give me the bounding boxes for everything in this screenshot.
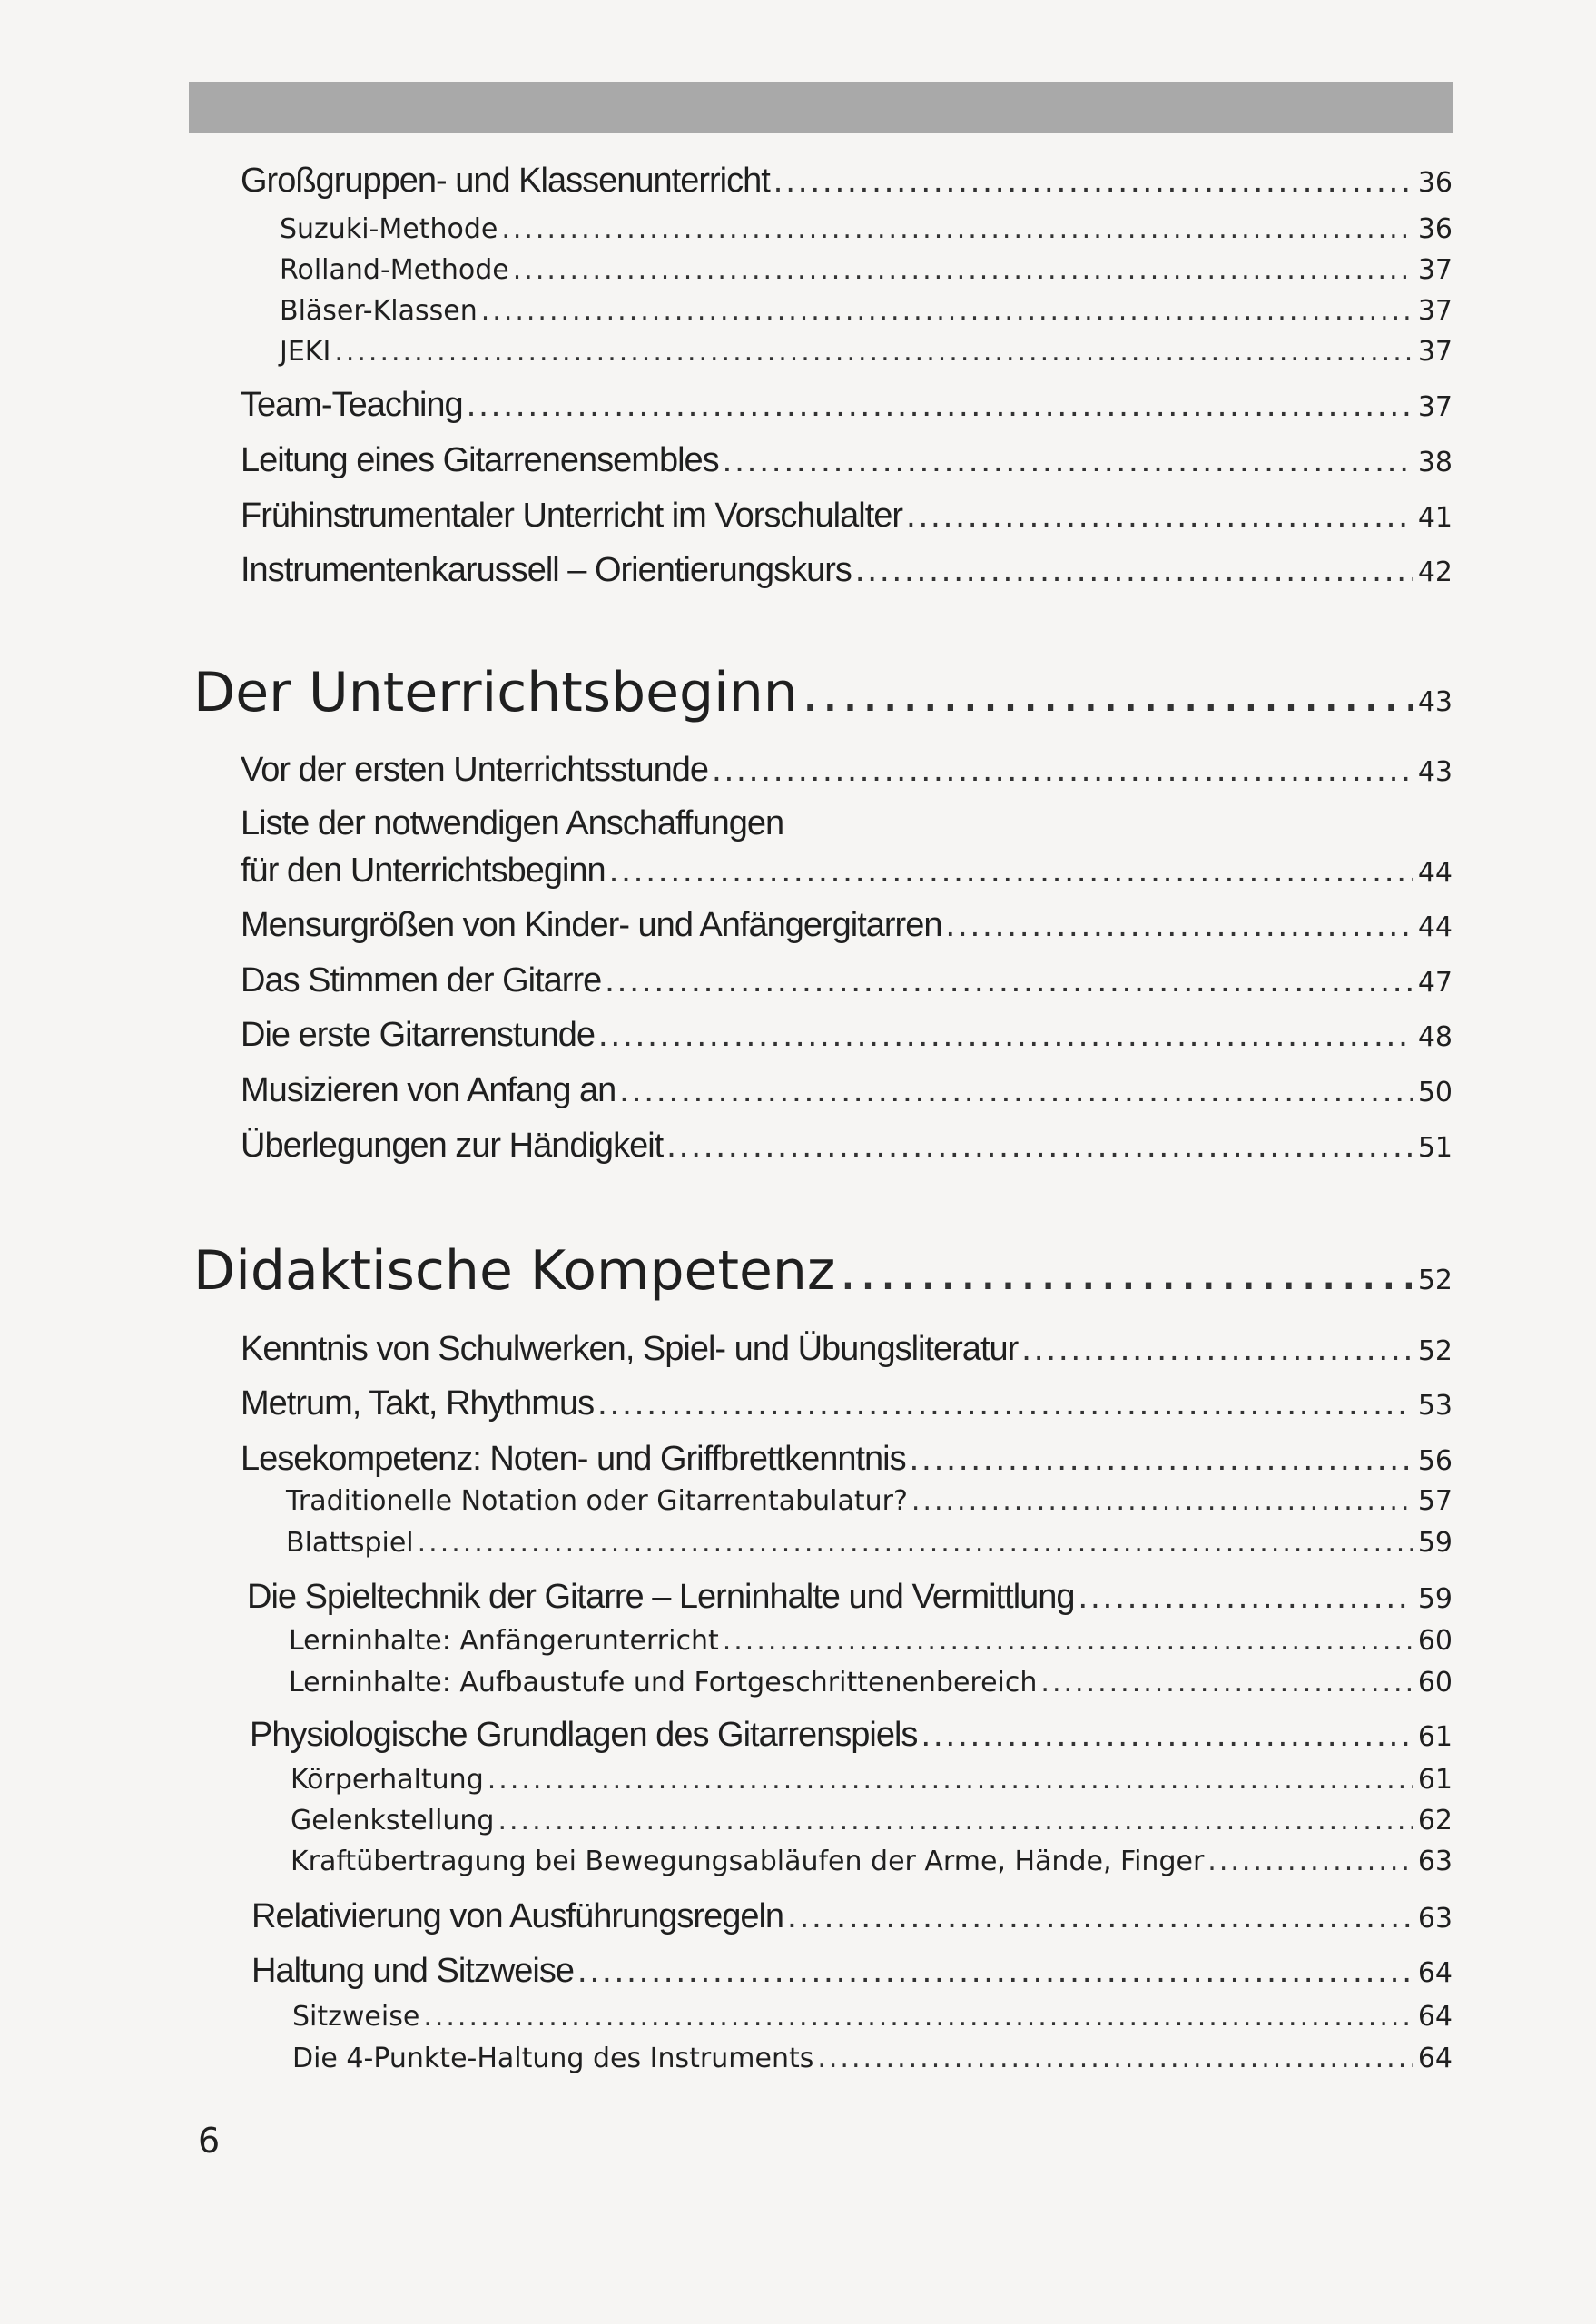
- leader-dots: [418, 1527, 1413, 1559]
- toc-subentry: [289, 1667, 1453, 1699]
- leader-dots: [1021, 1330, 1413, 1369]
- toc-entry-page: 42: [1417, 556, 1453, 588]
- chapter-title: Der Unterrichtsbeginn: [193, 661, 798, 724]
- toc-entry-title: Team-Teaching: [241, 386, 463, 424]
- toc-subentry: [280, 295, 1453, 327]
- toc-entry-title: Lerninhalte: Aufbaustufe und Fortgeschrittenenbereich: [289, 1667, 1038, 1699]
- toc-entry: [241, 386, 1453, 425]
- leader-dots: [488, 1764, 1413, 1796]
- toc-entry: [247, 1578, 1453, 1617]
- toc-subentry: [286, 1485, 1453, 1517]
- toc-entry-title: Kraftübertragung bei Bewegungsabläufen der Arme, Hände, Finger: [291, 1846, 1205, 1877]
- leader-dots: [597, 1384, 1413, 1423]
- leader-dots: [723, 1625, 1413, 1657]
- leader-dots: [513, 254, 1413, 286]
- toc-entry-page: 61: [1417, 1764, 1453, 1796]
- toc-entry-page: 57: [1417, 1485, 1453, 1517]
- leader-dots: [498, 1805, 1412, 1837]
- toc-entry-title: Großgruppen- und Klassenunterricht: [241, 162, 770, 200]
- toc-entry-page: 64: [1417, 2001, 1453, 2033]
- toc-entry-title: JEKI: [280, 336, 331, 368]
- toc-entry-title: Lerninhalte: Anfängerunterricht: [289, 1625, 719, 1657]
- leader-dots: [921, 1716, 1412, 1755]
- toc-subentry: [280, 213, 1453, 245]
- leader-dots: [501, 213, 1412, 245]
- toc-entry-page: 64: [1417, 1957, 1453, 1989]
- toc-entry-page: 63: [1417, 1903, 1453, 1935]
- toc-entry-page: 63: [1417, 1846, 1453, 1877]
- toc-entry-page: 36: [1417, 167, 1453, 199]
- toc-entry-title-line1: Liste der notwendigen Anschaffungen: [241, 804, 784, 842]
- toc-entry-page: 36: [1417, 213, 1453, 245]
- toc-entry-title: Rolland-Methode: [280, 254, 509, 286]
- toc-entry-title: Frühinstrumentaler Unterricht im Vorschulalter: [241, 497, 903, 535]
- toc-entry-page: 50: [1417, 1077, 1453, 1108]
- toc-entry-title: Suzuki-Methode: [280, 213, 498, 245]
- toc-entry-page: 59: [1417, 1527, 1453, 1559]
- toc-entry-title: Lesekompetenz: Noten- und Griffbrettkenntnis: [241, 1440, 906, 1478]
- toc-entry: [241, 1016, 1453, 1055]
- header-bar: [189, 82, 1453, 133]
- leader-dots: [467, 386, 1413, 425]
- toc-entry: [241, 906, 1453, 945]
- toc-subentry: [292, 2001, 1453, 2033]
- leader-dots: [773, 162, 1413, 201]
- chapter-page: 43: [1417, 686, 1453, 718]
- leader-dots: [787, 1897, 1413, 1936]
- toc-entry-title: Relativierung von Ausführungsregeln: [251, 1897, 784, 1935]
- toc-entry-title: Bläser-Klassen: [280, 295, 478, 327]
- toc-subentry: [292, 2043, 1453, 2074]
- toc-entry-page: 62: [1417, 1805, 1453, 1837]
- toc-entry-page: 37: [1417, 336, 1453, 368]
- toc-entry: [241, 961, 1453, 1000]
- toc-entry: [241, 751, 1453, 790]
- leader-dots: [605, 961, 1413, 1000]
- chapter-heading: [193, 1239, 1453, 1303]
- leader-dots: [666, 1127, 1413, 1166]
- toc-entry: [241, 441, 1453, 480]
- toc-subentry: [291, 1764, 1453, 1796]
- leader-dots: [609, 852, 1413, 891]
- toc-subentry: [291, 1846, 1453, 1877]
- leader-dots: [1040, 1667, 1412, 1699]
- toc-entry: [241, 1440, 1453, 1479]
- toc-entry-title: Instrumentenkarussell – Orientierungskurs: [241, 551, 852, 589]
- leader-dots: [619, 1071, 1413, 1110]
- page-number: 6: [198, 2121, 221, 2161]
- toc-entry-title: Leitung eines Gitarrenensembles: [241, 441, 719, 479]
- toc-entry-page: 44: [1417, 911, 1453, 943]
- toc-entry-page: 53: [1417, 1390, 1453, 1422]
- toc-subentry: [280, 336, 1453, 368]
- toc-entry-title: Überlegungen zur Händigkeit: [241, 1127, 664, 1165]
- toc-entry-title: Physiologische Grundlagen des Gitarrenspiels: [250, 1716, 918, 1754]
- leader-dots: [423, 2001, 1413, 2033]
- toc-entry-page: 37: [1417, 391, 1453, 423]
- toc-entry-title: Blattspiel: [286, 1527, 414, 1559]
- leader-dots: [723, 441, 1413, 480]
- leader-dots: [577, 1952, 1413, 1991]
- toc-entry-title: Traditionelle Notation oder Gitarrentabulatur?: [286, 1485, 908, 1517]
- toc-entry-title: Die Spieltechnik der Gitarre – Lerninhalte und Vermittlung: [247, 1578, 1075, 1616]
- toc-entry: [241, 1127, 1453, 1166]
- toc-entry: [241, 1071, 1453, 1110]
- toc-entry: [251, 1897, 1453, 1936]
- leader-dots: [945, 906, 1412, 945]
- leader-dots: [712, 751, 1413, 790]
- leader-dots: [911, 1485, 1413, 1517]
- toc-entry-page: 41: [1417, 502, 1453, 534]
- toc-subentry: [289, 1625, 1453, 1657]
- toc-entry-title: Das Stimmen der Gitarre: [241, 961, 602, 1000]
- toc-entry-page: 64: [1417, 2043, 1453, 2074]
- toc-entry-title: Körperhaltung: [291, 1764, 484, 1796]
- toc-entry-title: Vor der ersten Unterrichtsstunde: [241, 751, 709, 789]
- toc-entry-page: 51: [1417, 1132, 1453, 1164]
- toc-entry: [241, 551, 1453, 590]
- toc-entry-page: 59: [1417, 1583, 1453, 1615]
- leader-dots: [906, 497, 1413, 536]
- toc-entry: [250, 1716, 1453, 1755]
- toc-entry-title: Gelenkstellung: [291, 1805, 495, 1837]
- leader-dots: [1079, 1578, 1413, 1617]
- leader-dots: [334, 336, 1412, 368]
- toc-subentry: [280, 254, 1453, 286]
- toc-entry-page: 56: [1417, 1445, 1453, 1477]
- toc-entry-page: 44: [1417, 857, 1453, 889]
- toc-entry: [241, 1384, 1453, 1423]
- toc-entry-page: 37: [1417, 295, 1453, 327]
- leader-dots: [481, 295, 1413, 327]
- toc-entry-title: Die erste Gitarrenstunde: [241, 1016, 595, 1054]
- toc-entry-title: Mensurgrößen von Kinder- und Anfängergitarren: [241, 906, 942, 944]
- toc-subentry: [286, 1527, 1453, 1559]
- leader-dots: [910, 1440, 1413, 1479]
- toc-entry-title: Sitzweise: [292, 2001, 420, 2033]
- toc-entry-page: 61: [1417, 1721, 1453, 1753]
- toc-entry-title: Die 4-Punkte-Haltung des Instruments: [292, 2043, 814, 2074]
- toc-subentry: [291, 1805, 1453, 1837]
- toc-entry-title: Kenntnis von Schulwerken, Spiel- und Übungsliteratur: [241, 1330, 1019, 1368]
- toc-entry-page: 38: [1417, 447, 1453, 478]
- toc-entry: [251, 1952, 1453, 1991]
- toc-entry-title: Haltung und Sitzweise: [251, 1952, 574, 1990]
- toc-entry-page: 47: [1417, 967, 1453, 999]
- toc-entry-page: 60: [1417, 1625, 1453, 1657]
- chapter-heading: [193, 661, 1453, 724]
- chapter-title: Didaktische Kompetenz: [193, 1239, 836, 1303]
- leader-dots: [839, 1239, 1412, 1303]
- toc-entry: [241, 497, 1453, 536]
- chapter-page: 52: [1417, 1265, 1453, 1296]
- toc-entry-page: 60: [1417, 1667, 1453, 1699]
- leader-dots: [855, 551, 1413, 590]
- toc-entry: [241, 1330, 1453, 1369]
- toc-entry-page: 43: [1417, 756, 1453, 788]
- toc-entry-title: für den Unterrichtsbeginn: [241, 852, 606, 890]
- leader-dots: [802, 661, 1413, 724]
- leader-dots: [817, 2043, 1412, 2074]
- leader-dots: [598, 1016, 1413, 1055]
- toc-entry-page: 48: [1417, 1021, 1453, 1053]
- toc-entry-page: 52: [1417, 1335, 1453, 1367]
- toc-entry: [241, 852, 1453, 891]
- toc-entry: [241, 162, 1453, 201]
- toc-entry-page: 37: [1417, 254, 1453, 286]
- leader-dots: [1207, 1846, 1413, 1877]
- toc-entry-title: Metrum, Takt, Rhythmus: [241, 1384, 595, 1423]
- toc-entry-title: Musizieren von Anfang an: [241, 1071, 616, 1109]
